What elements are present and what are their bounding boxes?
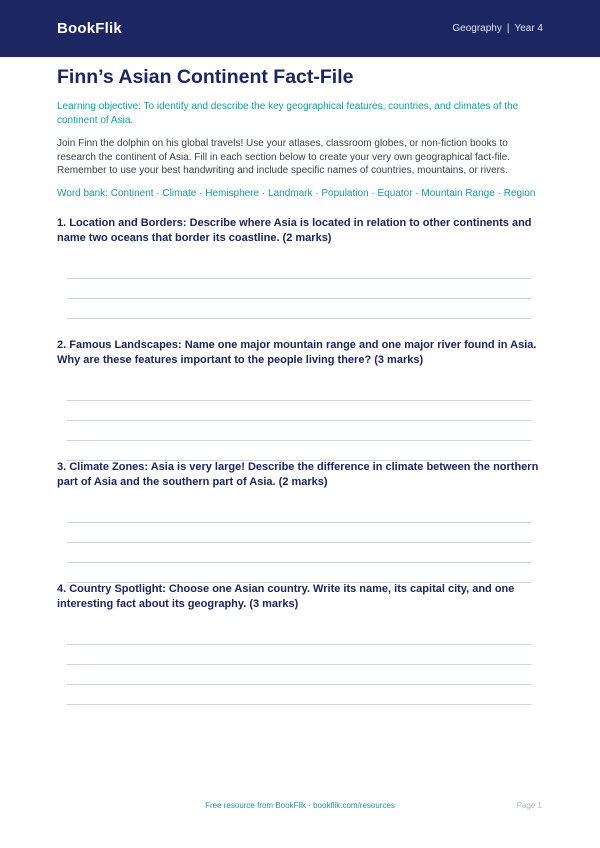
answer-line[interactable] xyxy=(67,704,531,705)
subject-separator: | xyxy=(506,23,510,34)
page-header xyxy=(0,0,600,57)
question-4 xyxy=(57,582,545,612)
answer-line[interactable] xyxy=(67,664,531,665)
question-2-text: 2. Famous Landscapes: Name one major mountain range and one major river found in Asia. Why are these features important to the people living there? (3 marks) xyxy=(57,339,537,366)
question-1 xyxy=(57,216,545,246)
learning-objective: Learning objective: To identify and describe the key geographical features, countries, and climates of the continent of Asia. xyxy=(57,101,519,126)
question-4-text: 4. Country Spotlight: Choose one Asian country. Write its name, its capital city, and one interesting fact about its geography. (3 marks) xyxy=(57,583,515,610)
answer-line[interactable] xyxy=(67,684,531,685)
answer-line[interactable] xyxy=(67,440,531,441)
answer-line[interactable] xyxy=(67,318,531,319)
subject-label xyxy=(452,23,543,34)
answer-line[interactable] xyxy=(67,420,531,421)
answer-line[interactable] xyxy=(67,542,531,543)
answer-line[interactable] xyxy=(67,644,531,645)
question-3-text: 3. Climate Zones: Asia is very large! Describe the difference in climate between the northern part of Asia and the southern part of Asia. (2 marks) xyxy=(57,461,539,488)
answer-line[interactable] xyxy=(67,562,531,563)
word-bank: Word bank: Continent · Climate · Hemisphere · Landmark · Population · Equator · Mountain Range · Region xyxy=(57,187,536,199)
answer-line[interactable] xyxy=(67,400,531,401)
answer-line[interactable] xyxy=(67,278,531,279)
year-label: Year 4 xyxy=(514,23,543,34)
answer-line[interactable] xyxy=(67,298,531,299)
page-number: Page 1 xyxy=(516,801,542,810)
intro-text: Join Finn the dolphin on his global travels! Use your atlases, classroom globes, or non-fiction books to research the continent of Asia. Fill in each section below to create your very own geographical fact-file. Remember to use your best handwriting and include specific names of countries, mountains, or rivers. xyxy=(57,138,511,176)
page-title: Finn’s Asian Continent Fact-File xyxy=(57,66,354,88)
question-2 xyxy=(57,338,545,368)
footer-resource-link[interactable]: Free resource from BookFlik · bookflik.com/resources xyxy=(205,801,395,810)
subject-name: Geography xyxy=(452,23,502,34)
question-3 xyxy=(57,460,545,490)
page-footer xyxy=(0,801,600,815)
question-1-text: 1. Location and Borders: Describe where Asia is located in relation to other continents and name two oceans that border its coastline. (2 marks) xyxy=(57,217,532,244)
intro-section xyxy=(57,64,545,200)
answer-line[interactable] xyxy=(67,522,531,523)
brand-logo[interactable]: BookFlik xyxy=(57,20,122,37)
